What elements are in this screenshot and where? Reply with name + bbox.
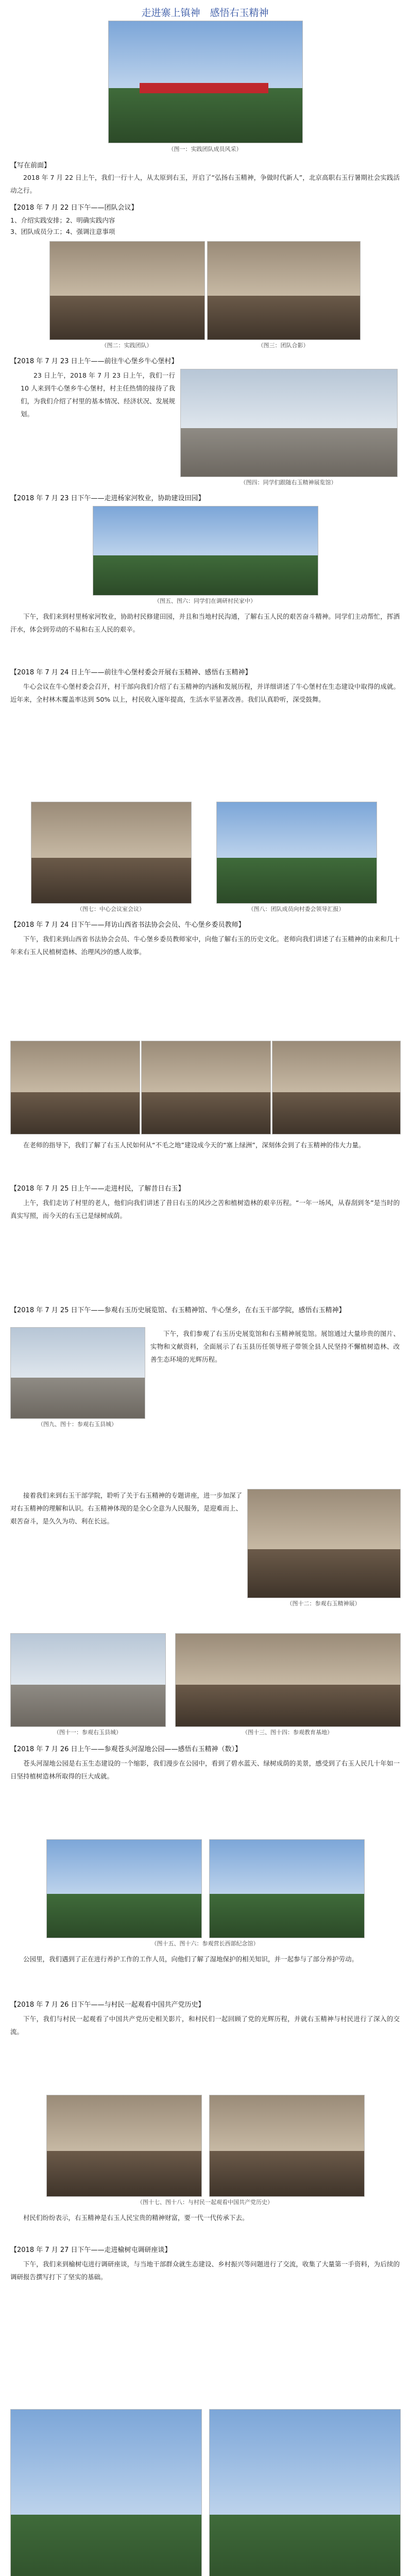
section-farm: 【2018 年 7 月 23 日下午——走进杨家河牧业，协助建设田园】: [10, 495, 205, 502]
photo-report: [216, 802, 377, 904]
list-meeting-2: 3、团队成员分工；4、强调注意事项: [10, 228, 115, 235]
hero-photo: [108, 21, 303, 143]
photo-teacher-2: [141, 1041, 271, 1134]
section-meeting: 【2018 年 7 月 22 日下午——团队会议】: [10, 204, 138, 212]
list-meeting-1: 1、介绍实践安排；2、明确实践内容: [10, 216, 115, 224]
caption-11: （图十三、图十四：参观教育基地）: [242, 1729, 333, 1736]
caption-12: （图十五、图十六：参观营长西部纪念馆）: [151, 1940, 259, 1947]
photo-base-1: [175, 1633, 401, 1727]
paragraph-calligraphy-1: 下午，我们来到山西省书法协会会员、牛心堡乡委员教师家中，向他了解右玉的历史文化。老师向我们讲述了右玉精神的由来和几十年来右玉人民植树造林、治理风沙的感人故事。: [10, 935, 400, 956]
caption-3: （图三：团队合影）: [258, 342, 309, 349]
caption-6: （图七：中心会议室会议）: [77, 906, 145, 912]
photo-wetland-2: [209, 1839, 365, 1938]
paragraph-committee: 牛心会议在牛心堡村委会召开，村干部向我们介绍了右玉精神的内涵和发展历程，并详细讲述了牛心堡村在生态建设中取得的成就。近年来，全村林木覆盖率达到 50% 以上，村民收入逐年提高，生活水平显著改善。我们认真聆听，深受鼓舞。: [10, 683, 400, 703]
photo-farm-1: [93, 506, 318, 596]
section-elm: 【2018 年 7 月 27 日下午——走进榆树屯调研座谈】: [10, 2246, 172, 2254]
section-calligraphy: 【2018 年 7 月 24 日下午——拜访山西省书法协会会员、牛心堡乡委员教师】: [10, 921, 245, 929]
caption-8: （图九、图十：参观右玉县城）: [38, 1421, 117, 1428]
photo-group: [10, 2409, 202, 2576]
caption-1: （图一：实践团队成员风采）: [168, 146, 242, 152]
section-committee: 【2018 年 7 月 24 日上午——前往牛心堡村委会开展右玉精神、感悟右玉精神】: [10, 669, 252, 676]
section-wetland: 【2018 年 7 月 26 日上午——参观苍头河湿地公园——感悟右玉精神（数）】: [10, 1745, 242, 1753]
caption-9: （图十一：参观右玉县城）: [54, 1729, 122, 1736]
paragraph-villagers: 上午，我们走访了村里的老人，他们向我们讲述了昔日右玉的风沙之苦和植树造林的艰辛历程。“一年一场风，从春刮到冬”是当时的真实写照，而今天的右玉已是绿树成荫。: [10, 1199, 400, 1219]
caption-4: （图四：同学们跟随右玉精神展览馆）: [240, 479, 337, 486]
paragraph-calligraphy-2: 在老师的指导下，我们了解了右玉人民如何从“不毛之地”建设成今天的“塞上绿洲”，深刻体会到了右玉精神的伟大力量。: [23, 1141, 365, 1149]
article-title: 走进寨上镇神 感悟右玉精神: [141, 7, 269, 19]
caption-2: （图二：实践团队）: [101, 342, 152, 349]
section-villagers: 【2018 年 7 月 25 日上午——走进村民，了解昔日右玉】: [10, 1185, 185, 1193]
photo-county-2: [10, 1633, 166, 1727]
caption-7: （图八：团队成员向村委会领导汇报）: [248, 906, 345, 912]
photo-spirit-exhibit: [247, 1489, 401, 1598]
photo-meeting-2: [207, 241, 361, 340]
caption-10: （图十二：参观右玉精神展）: [286, 1600, 361, 1607]
photo-teacher-1: [10, 1041, 140, 1134]
paragraph-history-1: 下午，我们与村民一起观看了中国共产党历史相关影片，和村民们一起回顾了党的光辉历程，并就右玉精神与村民进行了深入的交流。: [10, 2015, 400, 2036]
paragraph-museum: 下午，我们参观了右玉历史展览馆和右玉精神展览馆。展馆通过大量珍贵的图片、实物和文献资料，全面展示了右玉县历任领导班子带领全县人民坚持不懈植树造林、改善生态环境的光辉历程。: [150, 1330, 400, 1363]
photo-conference: [31, 802, 192, 904]
paragraph-intro: 2018 年 7 月 22 日上午，我们一行十人，从太原到右玉，开启了“弘扬右玉精神，争做时代新人”，北京高职右玉行暑期社会实践活动之行。: [10, 174, 400, 194]
photo-history-2: [209, 2095, 365, 2197]
section-history: 【2018 年 7 月 26 日下午——与村民一起观看中国共产党历史】: [10, 2001, 205, 2009]
paragraph-wetland-2: 公园里，我们遇到了正在进行养护工作的工作人员，向他们了解了湿地保护的相关知识，并一起参与了部分养护劳动。: [23, 1955, 358, 1963]
caption-13: （图十七、图十八：与村民一起观看中国共产党历史）: [137, 2199, 273, 2206]
photo-county-1: [10, 1327, 145, 1419]
photo-exhibition: [180, 369, 398, 477]
paragraph-village: 23 日上午，2018 年 7 月 23 日上午，我们一行 10 人来到牛心堡乡牛心堡村，村主任热情的接待了我们，为我们介绍了村里的基本情况、经济状况、发展规划。: [21, 371, 176, 418]
section-intro: 【写在前面】: [10, 162, 51, 170]
photo-group-2: [209, 2409, 401, 2576]
paragraph-wetland-1: 苍头河湿地公园是右玉生态建设的一个缩影，我们漫步在公园中，看到了碧水蓝天、绿树成荫的美景，感受到了右玉人民几十年如一日坚持植树造林所取得的巨大成就。: [10, 1759, 400, 1780]
paragraph-academy: 接着我们来到右玉干部学院，聆听了关于右玉精神的专题讲座，进一步加深了对右玉精神的理解和认识。右玉精神体现的是全心全意为人民服务，是迎难而上、艰苦奋斗，是久久为功、利在长远。: [10, 1492, 243, 1525]
photo-teacher-3: [272, 1041, 401, 1134]
paragraph-farm: 下午，我们来到村里杨家河牧业，协助村民修建田园，并且和当地村民沟通，了解右玉人民的艰苦奋斗精神。同学们主动帮忙，挥洒汗水，体会到劳动的不易和右玉人民的艰辛。: [10, 613, 400, 633]
paragraph-elm: 下午，我们来到榆树屯进行调研座谈，与当地干部群众就生态建设、乡村振兴等问题进行了交流，收集了大量第一手资料，为后续的调研报告撰写打下了坚实的基础。: [10, 2260, 400, 2281]
paragraph-history-2: 村民们纷纷表示，右玉精神是右玉人民宝贵的精神财富，要一代一代传承下去。: [23, 2214, 249, 2222]
photo-meeting-1: [49, 241, 205, 340]
caption-5: （图五、图六：同学们在调研村民家中）: [154, 598, 256, 604]
photo-history-1: [46, 2095, 202, 2197]
section-village: 【2018 年 7 月 23 日上午——前往牛心堡乡牛心堡村】: [10, 358, 178, 365]
section-museum: 【2018 年 7 月 25 日下午——参观右玉历史展览馆、右玉精神馆、牛心堡乡，在右玉干部学院，感悟右玉精神】: [10, 1307, 346, 1314]
photo-wetland-1: [46, 1839, 202, 1938]
